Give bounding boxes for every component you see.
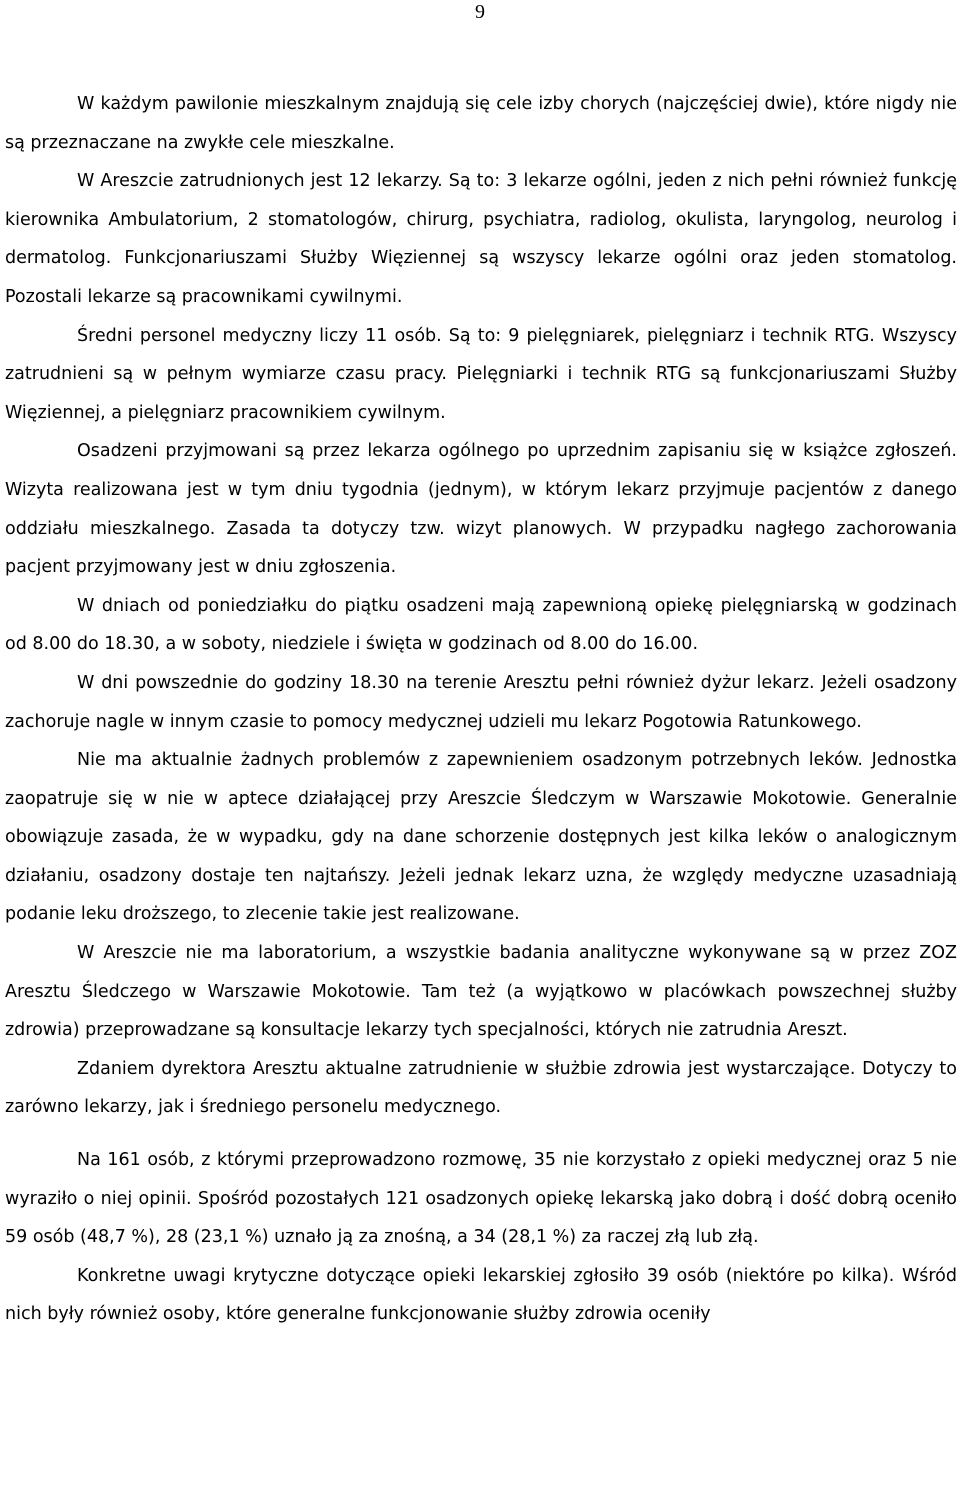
paragraph-survey-results: Na 161 osób, z którymi przeprowadzono rozmowę, 35 nie korzystało z opieki medycznej oraz 5 nie wyraziło o niej opinii. Spośród pozostałych 121 osadzonych opiekę lekarską jako dobrą i dość dobrą oceniło 59 osób (48,7 %), 28 (23,1 %) uznało ją za znośną, a 34 (28,1 %) za raczej złą lub złą.: [5, 1150, 957, 1248]
paragraph-laboratory: W Areszcie nie ma laboratorium, a wszystkie badania analityczne wykonywane są w przez ZOZ Aresztu Śledczego w Warszawie Mokotowie. Tam też (a wyjątkowo w placówkach powszechnej służby zdrowia) przeprowadzane są konsultacje lekarzy tych specjalności, których nie zatrudnia Areszt.: [5, 943, 957, 1041]
paragraph-doctor-duty: W dni powszednie do godziny 18.30 na terenie Aresztu pełni również dyżur lekarz. Jeżeli osadzony zachoruje nagle w innym czasie to pomocy medycznej udzieli mu lekarz Pogotowia Ratunkowego.: [5, 672, 957, 732]
paragraph-medical-staff: Średni personel medyczny liczy 11 osób. Są to: 9 pielęgniarek, pielęgniarz i technik RTG. Wszyscy zatrudnieni są w pełnym wymiarze czasu pracy. Pielęgniarki i technik RTG są funkcjonariuszami Służby Więziennej, a pielęgniarz pracownikiem cywilnym.: [5, 325, 957, 423]
paragraph-admission: Osadzeni przyjmowani są przez lekarza ogólnego po uprzednim zapisaniu się w książce zgłoszeń. Wizyta realizowana jest w tym dniu tygodnia (jednym), w którym lekarz przyjmuje pacjentów z danego oddziału mieszkalnego. Zasada ta dotyczy tzw. wizyt planowych. W przypadku nagłego zachorowania pacjent przyjmowany jest w dniu zgłoszenia.: [5, 441, 957, 578]
paragraph-critical-remarks: Konkretne uwagi krytyczne dotyczące opieki lekarskiej zgłosiło 39 osób (niektóre po kilka). Wśród nich były również osoby, które generalne funkcjonowanie służby zdrowia oceniły: [5, 1265, 957, 1325]
paragraph-infirmary-cells: W każdym pawilonie mieszkalnym znajdują się cele izby chorych (najczęściej dwie), które nigdy nie są przeznaczane na zwykłe cele mieszkalne.: [5, 94, 957, 153]
paragraph-medicines: Nie ma aktualnie żadnych problemów z zapewnieniem osadzonym potrzebnych leków. Jednostka zaopatruje się w nie w aptece działającej przy Areszcie Śledczym w Warszawie Mokotowie. Generalnie obowiązuje zasada, że w wypadku, gdy na dane schorzenie dostępnych jest kilka leków o analogicznym działaniu, osadzony dostaje ten najtańszy. Jeżeli jednak lekarz uzna, że względy medyczne uzasadniają podanie leku droższego, to zlecenie takie jest realizowane.: [5, 750, 957, 925]
paragraph-director-opinion: Zdaniem dyrektora Aresztu aktualne zatrudnienie w służbie zdrowia jest wystarczające. Dotyczy to zarówno lekarzy, jak i średniego personelu medycznego.: [5, 1058, 957, 1118]
paragraph-doctors: W Areszcie zatrudnionych jest 12 lekarzy. Są to: 3 lekarze ogólni, jeden z nich pełni również funkcję kierownika Ambulatorium, 2 stomatologów, chirurg, psychiatra, radiolog, okulista, laryngolog, neurolog i dermatolog. Funkcjonariuszami Służby Więziennej są wszyscy lekarze ogólni oraz jeden stomatolog. Pozostali lekarze są pracownikami cywilnymi.: [5, 171, 957, 307]
page-number: 9: [475, 1, 485, 23]
document-body: [5, 85, 957, 1335]
paragraph-nursing-hours: W dniach od poniedziałku do piątku osadzeni mają zapewnioną opiekę pielęgniarską w godzinach od 8.00 do 18.30, a w soboty, niedziele i święta w godzinach od 8.00 do 16.00.: [5, 595, 957, 655]
